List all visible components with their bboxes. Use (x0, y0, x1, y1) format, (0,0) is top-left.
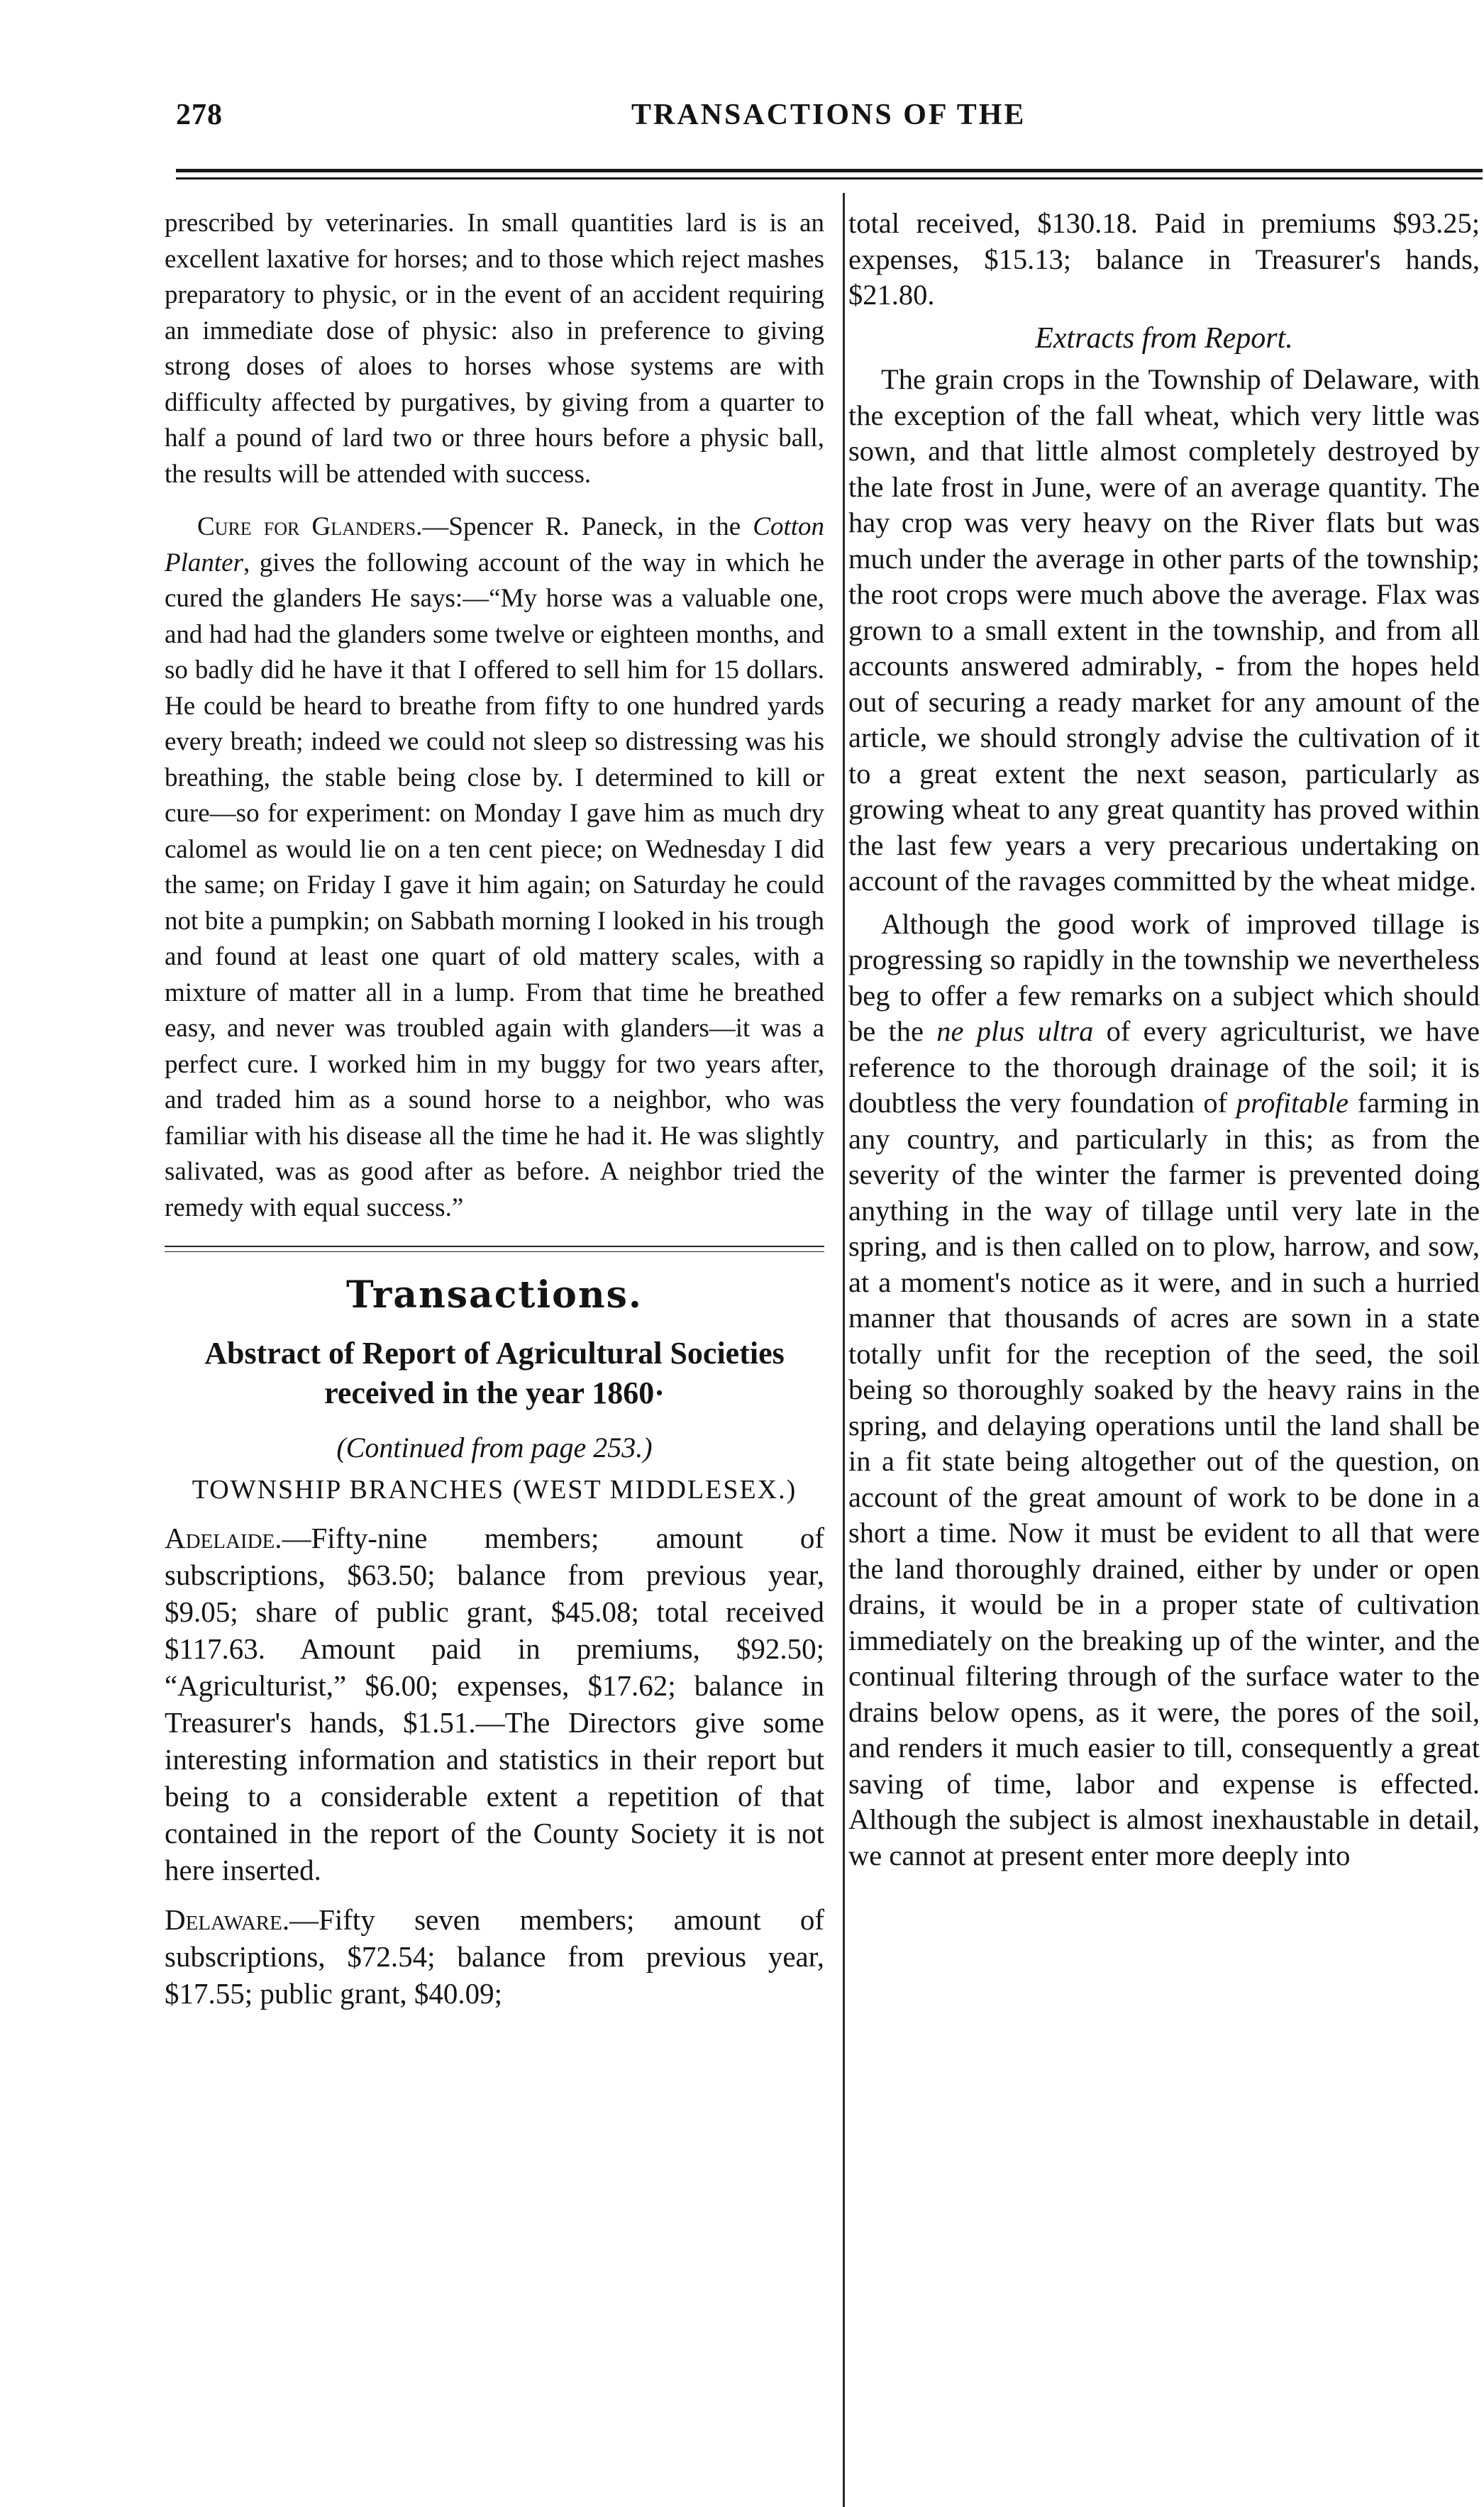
delaware-text: —Fifty seven members; amount of subscriptions, $72.54; balance from previous year, $17.55; public grant, $40.09; (165, 1903, 824, 2010)
page-number: 278 (176, 99, 223, 131)
adelaide-text: —Fifty-nine members; amount of subscriptions, $63.50; balance from previous year, $9.05; share of public grant, $45.08; total received $117.63. Amount paid in premiums, $92.50; “Agriculturist,” $6.00; expenses, $17.62; balance in Treasurer's hands, $1.51.—The Directors give some interesting information and statistics in their report but being to a considerable extent a repetition of that contained in the report of the County Society it is not here inserted. (165, 1522, 824, 1886)
section-heading: Transactions. (345, 1273, 643, 1317)
abstract-title: Abstract of Report of Agricultural Societies received in the year 1860· (204, 1335, 785, 1410)
glanders-text-2: , gives the following account of the way in which he cured the glanders He says:—“My horse was a valuable one, and had had the glanders some twelve or eighteen months, and so badly did he have it that I offered to sell him for 15 dollars. He could be heard to breathe from fifty to one hundred yards every breath; indeed we could not sleep so distressing was his breathing, the stable being close by. I determined to kill or cure—so for experiment: on Monday I gave him as much dry calomel as would lie on a ten cent piece; on Wednesday I did the same; on Friday I gave it him again; on Saturday he could not bite a pumpkin; on Sabbath morning I looked in his trough and found at least one quart of old mattery scales, with a mixture of matter all in a lump. From that time he breathed easy, and never was troubled again with glanders—it was a perfect cure. I worked him in my buggy for two years after, and traded him as a sound horse to a neighbor, who was familiar with his disease all the time he had it. He was slightly salivated, was as good after as before. A neighbor tried the remedy with equal success.” (165, 548, 824, 1222)
paragraph-totals: total received, $130.18. Paid in premiums $93.25; expenses, $15.13; balance in Treasurer's hands, $21.80. (848, 207, 1480, 311)
township-heading: TOWNSHIP BRANCHES (WEST MIDDLESEX.) (192, 1475, 797, 1505)
running-head: TRANSACTIONS OF THE (631, 99, 1026, 131)
page-header (0, 84, 1484, 140)
drainage-text-3: farming in any country, and particularly in this; as from the severity of the winter the farmer is prevented doing anything in the way of tillage until very late in the spring, and is then called on to plow, harrow, and sow, at a moment's notice as it were, and in such a hurried manner that thousands of acres are sown in a state totally unfit for the reception of the seed, the soil being so thoroughly soaked by the heavy rains in the spring, and delaying operations until the land shall be in a fit state being altogether out of the question, on account of the great amount of work to be done in a short a time. Now it must be evident to all that were the land thoroughly drained, either by under or open drains, it would be in a proper state of cultivation immediately on the breaking up of the winter, and the continual filtering through of the surface water to the drains below opens, as it were, the pores of the soil, and renders it much easier to till, consequently a great saving of time, labor and expense is effected. Although the subject is almost inexhaustable in detail, we cannot at present enter more deeply into (848, 1087, 1480, 1871)
glanders-heading: Cure for Glanders. (197, 512, 423, 541)
drainage-italic-1: ne plus ultra (936, 1015, 1094, 1047)
drainage-text-1: Although the good work of improved tillage is progressing so rapidly in the township we nevertheless beg to offer a few remarks on a subject which should be the (848, 907, 1480, 1047)
adelaide-name: Adelaide. (165, 1522, 282, 1554)
section-rule-thin (165, 1251, 824, 1252)
glanders-text-1: —Spencer R. Paneck, in the (422, 512, 753, 541)
paragraph-physic: prescribed by veterinaries. In small quantities lard is is an excellent laxative for horses; and to those which reject mashes preparatory to physic, or in the event of an accident requiring an immediate dose of physic: also in preference to giving strong doses of aloes to horses whose systems are with difficulty affected by purgatives, by giving from a quarter to half a pound of lard two or three hours before a physic ball, the results will be attended with success. (165, 209, 824, 489)
paragraph-adelaide (165, 1520, 824, 1888)
header-rule (176, 169, 1483, 172)
right-column (848, 206, 1480, 1874)
header-rule-thin (176, 177, 1483, 179)
drainage-text-2: of every agriculturist, we have reference to the thorough drainage of the soil; it is doubtless the very foundation of (848, 1015, 1480, 1119)
paragraph-drainage (848, 907, 1480, 1874)
left-column (165, 206, 824, 2012)
paragraph-glanders (165, 509, 824, 1226)
glanders-source: Cotton Planter (165, 512, 825, 577)
drainage-italic-2: profitable (1236, 1087, 1349, 1119)
paragraph-delaware (165, 1901, 824, 2012)
extracts-heading: Extracts from Report. (1035, 321, 1293, 355)
column-divider (843, 193, 845, 2507)
section-rule (165, 1246, 824, 1247)
paragraph-grain-crops: The grain crops in the Township of Delaware, with the exception of the fall wheat, which very little was sown, and that little almost completely destroyed by the late frost in June, were of an average quantity. The hay crop was very heavy on the River flats but was much under the average in other parts of the township; the root crops were much above the average. Flax was grown to a small extent in the township, and from all accounts answered admirably, - from the hopes held out of securing a ready market for any amount of the article, we should strongly advise the cultivation of it to a great extent the next season, particularly as growing wheat to any great quantity has proved within the last few years a very precarious undertaking on account of the ravages committed by the wheat midge. (848, 363, 1480, 897)
continued-note: (Continued from page 253.) (336, 1431, 653, 1463)
delaware-name: Delaware. (165, 1903, 290, 1936)
